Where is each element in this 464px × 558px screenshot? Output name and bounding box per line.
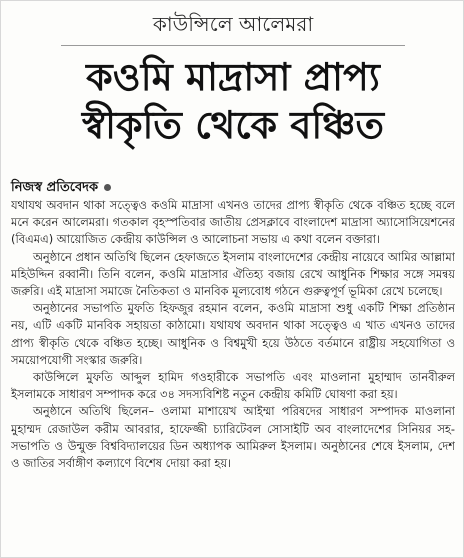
article-paragraph: যথাযথ অবদান থাকা সত্ত্বেও কওমি মাদ্রাসা এখনও তাদের প্রাপ্য স্বীকৃতি থেকে বঞ্চিত হচ্ছে বলে মনে করেন আলেমরা। গতকাল বৃহস্পতিবার জাতীয় প্রেসক্লাবে বাংলাদেশ মাদ্রাসা অ্যাসোসিয়েশনের (বিএমএ) আয়োজিত কেন্দ্রীয় কাউন্সিল ও আলোচনা সভায় এ কথা বলেন বক্তারা। [11, 198, 455, 247]
article-paragraph: অনুষ্ঠানে অতিথি ছিলেন– ওলামা মাশায়েখ আইম্মা পরিষদের সাধারণ সম্পাদক মাওলানা মুহাম্মদ রেজাউল করীম আবরার, হাফেজ্জী চ্যারিটেবল সোসাইটি অব বাংলাদেশের সিনিয়র সহ-সভাপতি ও উন্মুক্ত বিশ্ববিদ্যালয়ের ডিন অধ্যাপক আমিরুল ইসলাম। অনুষ্ঠানের শেষে ইসলাম, দেশ ও জাতির সর্বাঙ্গীণ কল্যাণে বিশেষ দোয়া করা হয়। [11, 404, 455, 471]
byline [11, 179, 111, 197]
kicker-label: কাউন্সিলে আলেমরা [152, 12, 314, 36]
article-body [11, 197, 455, 553]
bullet-icon [104, 184, 111, 191]
article-paragraph: কাউন্সিলে মুফতি আব্দুল হামিদ গওহারীকে সভাপতি এবং মাওলানা মুহাম্মাদ তানবীরুল ইসলামকে সাধারণ সম্পাদক করে ৩৪ সদস্যবিশিষ্ট নতুন কেন্দ্রীয় কমিটি ঘোষণা করা হয়। [11, 370, 455, 402]
headline-line-1: কওমি মাদ্রাসা প্রাপ্য [86, 55, 380, 99]
kicker-divider [61, 45, 405, 46]
byline-text: নিজস্ব প্রতিবেদক [11, 180, 99, 195]
headline [1, 53, 464, 149]
article-paragraph: অনুষ্ঠানের সভাপতি মুফতি হিফজুর রহমান বলেন, কওমি মাদ্রাসা শুধু একটি শিক্ষা প্রতিষ্ঠান নয়, এটি একটি মানবিক সহায়তা কাঠামো। যথাযথ অবদান থাকা সত্ত্বেও এ খাত এখনও তাদের প্রাপ্য স্বীকৃতি থেকে বঞ্চিত হচ্ছে। আধুনিক ও বিশ্বমুখী হয়ে উঠতে বর্তমানে রাষ্ট্রীয় সহযোগিতা ও সময়োপযোগী সংস্কার জরুরি। [11, 301, 455, 367]
headline-line-2: স্বীকৃতি থেকে বঞ্চিত [81, 103, 385, 147]
article-paragraph: অনুষ্ঠানে প্রধান অতিথি ছিলেন হেফাজতে ইসলাম বাংলাদেশের কেন্দ্রীয় নায়েবে আমির আল্লামা মহিউদ্দিন রব্বানী। তিনি বলেন, কওমি মাদ্রাসার ঐতিহ্য বজায় রেখে আধুনিক শিক্ষার সঙ্গে সমন্বয় জরুরি। এই মাদ্রাসা সমাজে নৈতিকতা ও মানবিক মূল্যবোধ গঠনে গুরুত্বপূর্ণ ভূমিকা রেখে চলেছে। [11, 249, 455, 299]
